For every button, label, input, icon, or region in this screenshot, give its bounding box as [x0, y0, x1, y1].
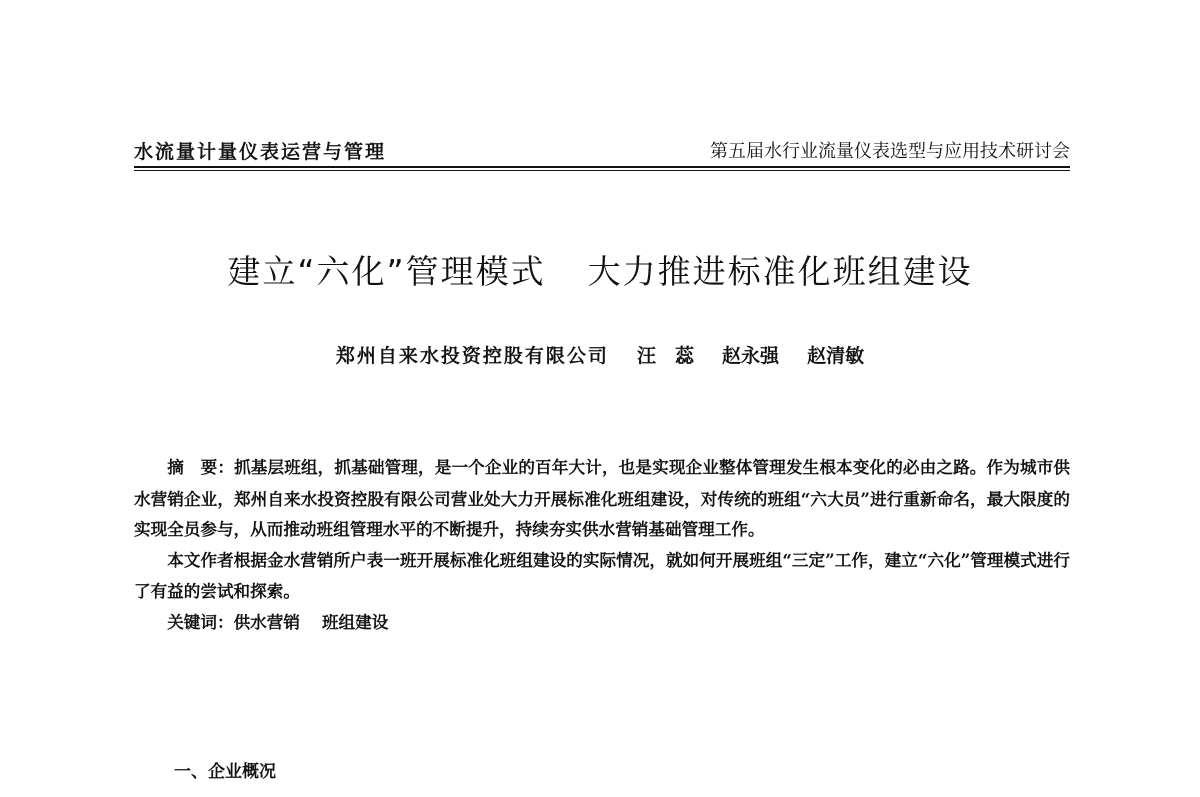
header-journal-column: 水流量计量仪表运营与管理 — [134, 141, 387, 163]
abstract-text: 抓基层班组，抓基础管理，是一个企业的百年大计，也是实现企业整体管理发生根本变化的必由之路。作为城市供水营销企业，郑州自来水投资控股有限公司营业处大力开展标准化班组建设，对传统的班组“六大员”进行重新命名，最大限度的实现全员参与，从而推动班组管理水平的不断提升，持续夯实供水营销基础管理工作。 — [134, 457, 1071, 540]
title-part-2: 大力推进标准化班组建设 — [587, 252, 973, 291]
title-part-1: 建立“六化”管理模式 — [227, 252, 546, 291]
keyword: 班组建设 — [321, 611, 389, 632]
header-conference-name: 第五届水行业流量仪表选型与应用技术研讨会 — [710, 141, 1070, 162]
author-organization: 郑州自来水投资控股有限公司 — [335, 345, 609, 367]
keywords-label: 关键词： — [167, 612, 234, 632]
abstract-paragraph-2: 本文作者根据金水营销所户表一班开展标准化班组建设的实际情况，就如何开展班组“三定”工作，建立“六化”管理模式进行了有益的尝试和探索。 — [134, 550, 1070, 601]
author-name: 赵清敏 — [807, 345, 865, 367]
keyword: 供水营销 — [233, 611, 300, 632]
keywords-line — [134, 607, 1070, 639]
section-heading: 一、企业概况 — [174, 762, 276, 782]
author-name: 赵永强 — [722, 345, 780, 367]
paper-title — [0, 250, 1200, 294]
abstract-paragraph — [134, 452, 1070, 545]
author-name: 汪 蕊 — [636, 345, 694, 367]
abstract-block — [134, 452, 1070, 638]
abstract-label: 摘 要： — [167, 458, 235, 477]
author-line — [0, 342, 1200, 370]
running-header — [134, 140, 1070, 168]
